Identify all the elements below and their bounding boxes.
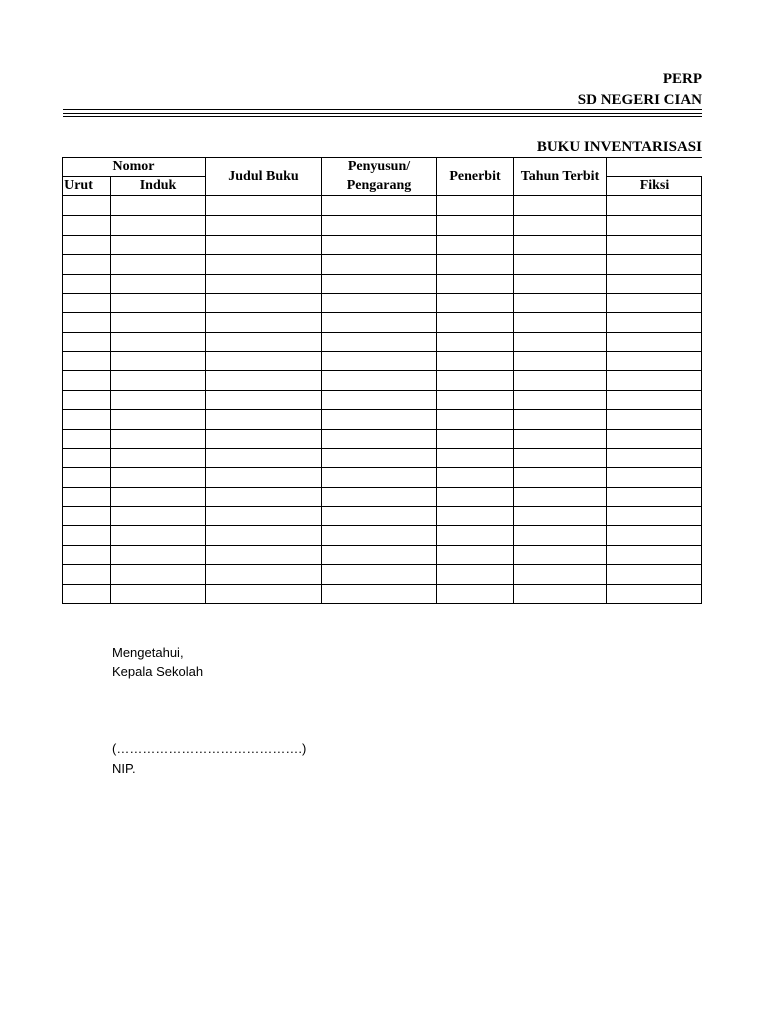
header-pengarang: Pengarang <box>346 178 412 193</box>
table-row-divider <box>62 584 702 585</box>
signature-name-blank: (…………………………………….) <box>112 741 307 756</box>
table-row-divider <box>62 235 702 236</box>
table-row-divider <box>62 525 702 526</box>
table-row-divider <box>62 390 702 391</box>
column-divider <box>513 157 514 604</box>
header-rule <box>63 116 702 117</box>
table-row-divider <box>62 409 702 410</box>
table-row-divider <box>62 487 702 488</box>
header-penyusun: Penyusun/ <box>347 159 411 174</box>
column-divider <box>606 157 607 604</box>
header-urut: Urut <box>64 178 93 193</box>
table-row-divider <box>62 312 702 313</box>
column-divider <box>436 157 437 604</box>
header-rule <box>63 113 702 114</box>
header-nomor: Nomor <box>112 159 155 174</box>
table-row-divider <box>62 429 702 430</box>
table-row-divider <box>62 564 702 565</box>
table-row-divider <box>62 254 702 255</box>
table-border <box>62 157 63 604</box>
header-judul-buku: Judul Buku <box>228 169 299 184</box>
table-row-divider <box>62 467 702 468</box>
table-row-divider <box>62 448 702 449</box>
table-row-divider <box>62 293 702 294</box>
header-fiksi: Fiksi <box>639 178 670 193</box>
header-induk: Induk <box>139 178 177 193</box>
signature-acknowledge: Mengetahui, <box>112 645 184 660</box>
table-row-divider <box>62 506 702 507</box>
inventory-table <box>62 157 702 604</box>
table-row-divider <box>62 332 702 333</box>
column-divider <box>321 157 322 604</box>
table-row-divider <box>62 215 702 216</box>
document-title: BUKU INVENTARISASI <box>536 139 702 155</box>
signature-nip: NIP. <box>112 761 136 776</box>
table-row-divider <box>62 545 702 546</box>
header-line-1: PERP <box>662 71 702 87</box>
header-penerbit: Penerbit <box>449 169 501 184</box>
table-row-divider <box>62 370 702 371</box>
table-row-divider <box>62 351 702 352</box>
header-line-2: SD NEGERI CIAN <box>577 92 702 108</box>
header-rule <box>63 109 702 110</box>
column-divider <box>205 157 206 604</box>
header-tahun-terbit: Tahun Terbit <box>520 169 600 184</box>
signature-position: Kepala Sekolah <box>112 664 204 679</box>
table-row-divider <box>62 274 702 275</box>
